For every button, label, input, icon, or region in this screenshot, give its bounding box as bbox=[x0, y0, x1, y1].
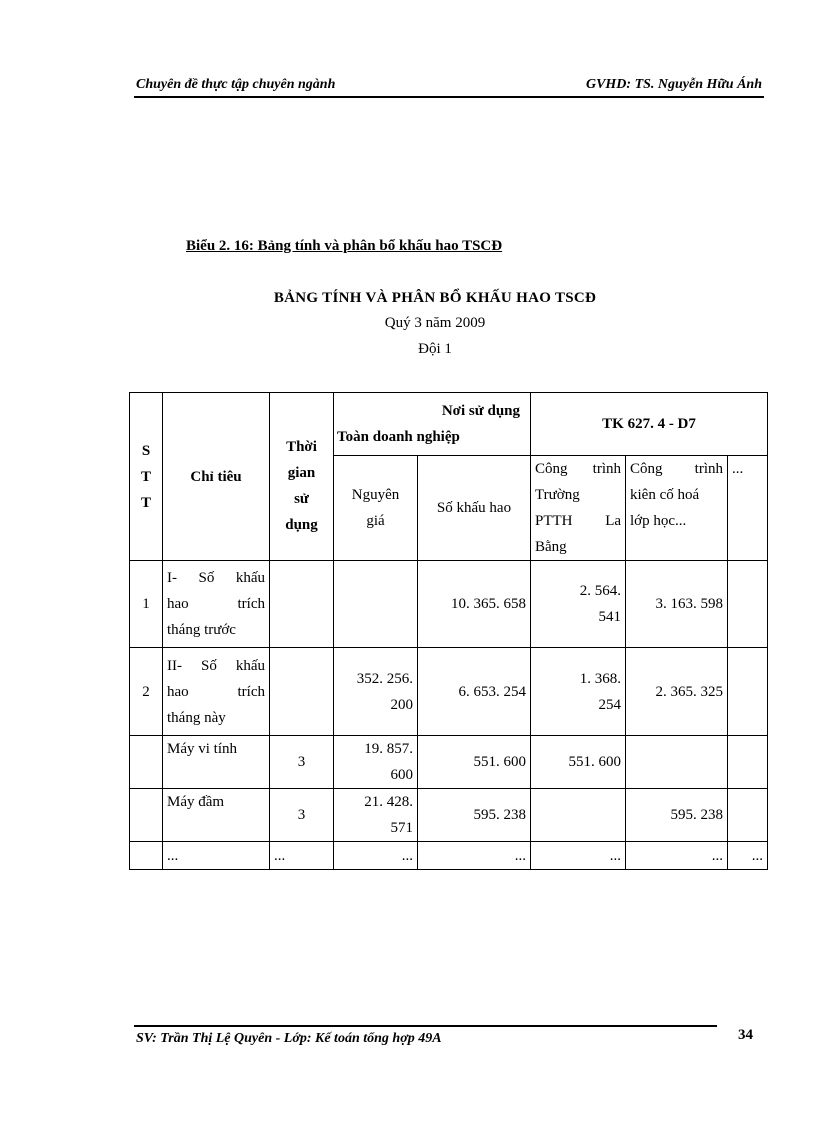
table-row: 1 I- Số khấu hao trích tháng trước 10. 365. 658 2. 564. 541 3. 163. 598 bbox=[130, 561, 768, 648]
header-ct3: ... bbox=[728, 456, 768, 561]
header-rule bbox=[134, 96, 764, 98]
depreciation-table bbox=[129, 392, 768, 870]
page-number: 34 bbox=[738, 1027, 753, 1043]
table-row: Máy vi tính 3 19. 857. 600 551. 600 551. 600 bbox=[130, 736, 768, 789]
header-tk: TK 627. 4 - D7 bbox=[531, 393, 768, 456]
header-chi-tieu: Chỉ tiêu bbox=[163, 393, 270, 561]
table-title: BẢNG TÍNH VÀ PHÂN BỔ KHẤU HAO TSCĐ bbox=[273, 290, 597, 306]
header-ct2: Công trình kiên cố hoá lớp học... bbox=[626, 456, 728, 561]
footer-left: SV: Trần Thị Lệ Quyên - Lớp: Kế toán tổng hợp 49A bbox=[136, 1031, 442, 1046]
table-period: Quý 3 năm 2009 bbox=[384, 315, 486, 331]
table-row: 2 II- Số khấu hao trích tháng này 352. 256. 200 6. 653. 254 1. 368. 254 2. 365. 325 bbox=[130, 648, 768, 736]
header-so-khau-hao: Số khấu hao bbox=[418, 456, 531, 561]
table-unit: Đội 1 bbox=[418, 341, 452, 357]
header-nguyen-gia: Nguyên giá bbox=[334, 456, 418, 561]
table-row: ... ... ... ... ... ... ... bbox=[130, 842, 768, 870]
toan-dn-label: Toàn doanh nghiệp bbox=[337, 429, 460, 445]
footer-rule bbox=[134, 1025, 717, 1027]
noi-su-dung-label: Nơi sử dụng bbox=[441, 403, 521, 419]
table-row: Máy đầm 3 21. 428. 571 595. 238 595. 238 bbox=[130, 789, 768, 842]
header-left: Chuyên đề thực tập chuyên ngành bbox=[136, 77, 336, 92]
figure-caption: Biểu 2. 16: Bảng tính và phân bổ khấu hao TSCĐ bbox=[186, 238, 503, 254]
header-right: GVHD: TS. Nguyễn Hữu Ánh bbox=[585, 77, 762, 92]
header-thoi-gian: Thời gian sử dụng bbox=[270, 393, 334, 561]
header-ct1: Công trình Trường PTTH La Bằng bbox=[531, 456, 626, 561]
header-stt: S T T bbox=[130, 393, 163, 561]
header-noi-su-dung bbox=[334, 393, 531, 456]
